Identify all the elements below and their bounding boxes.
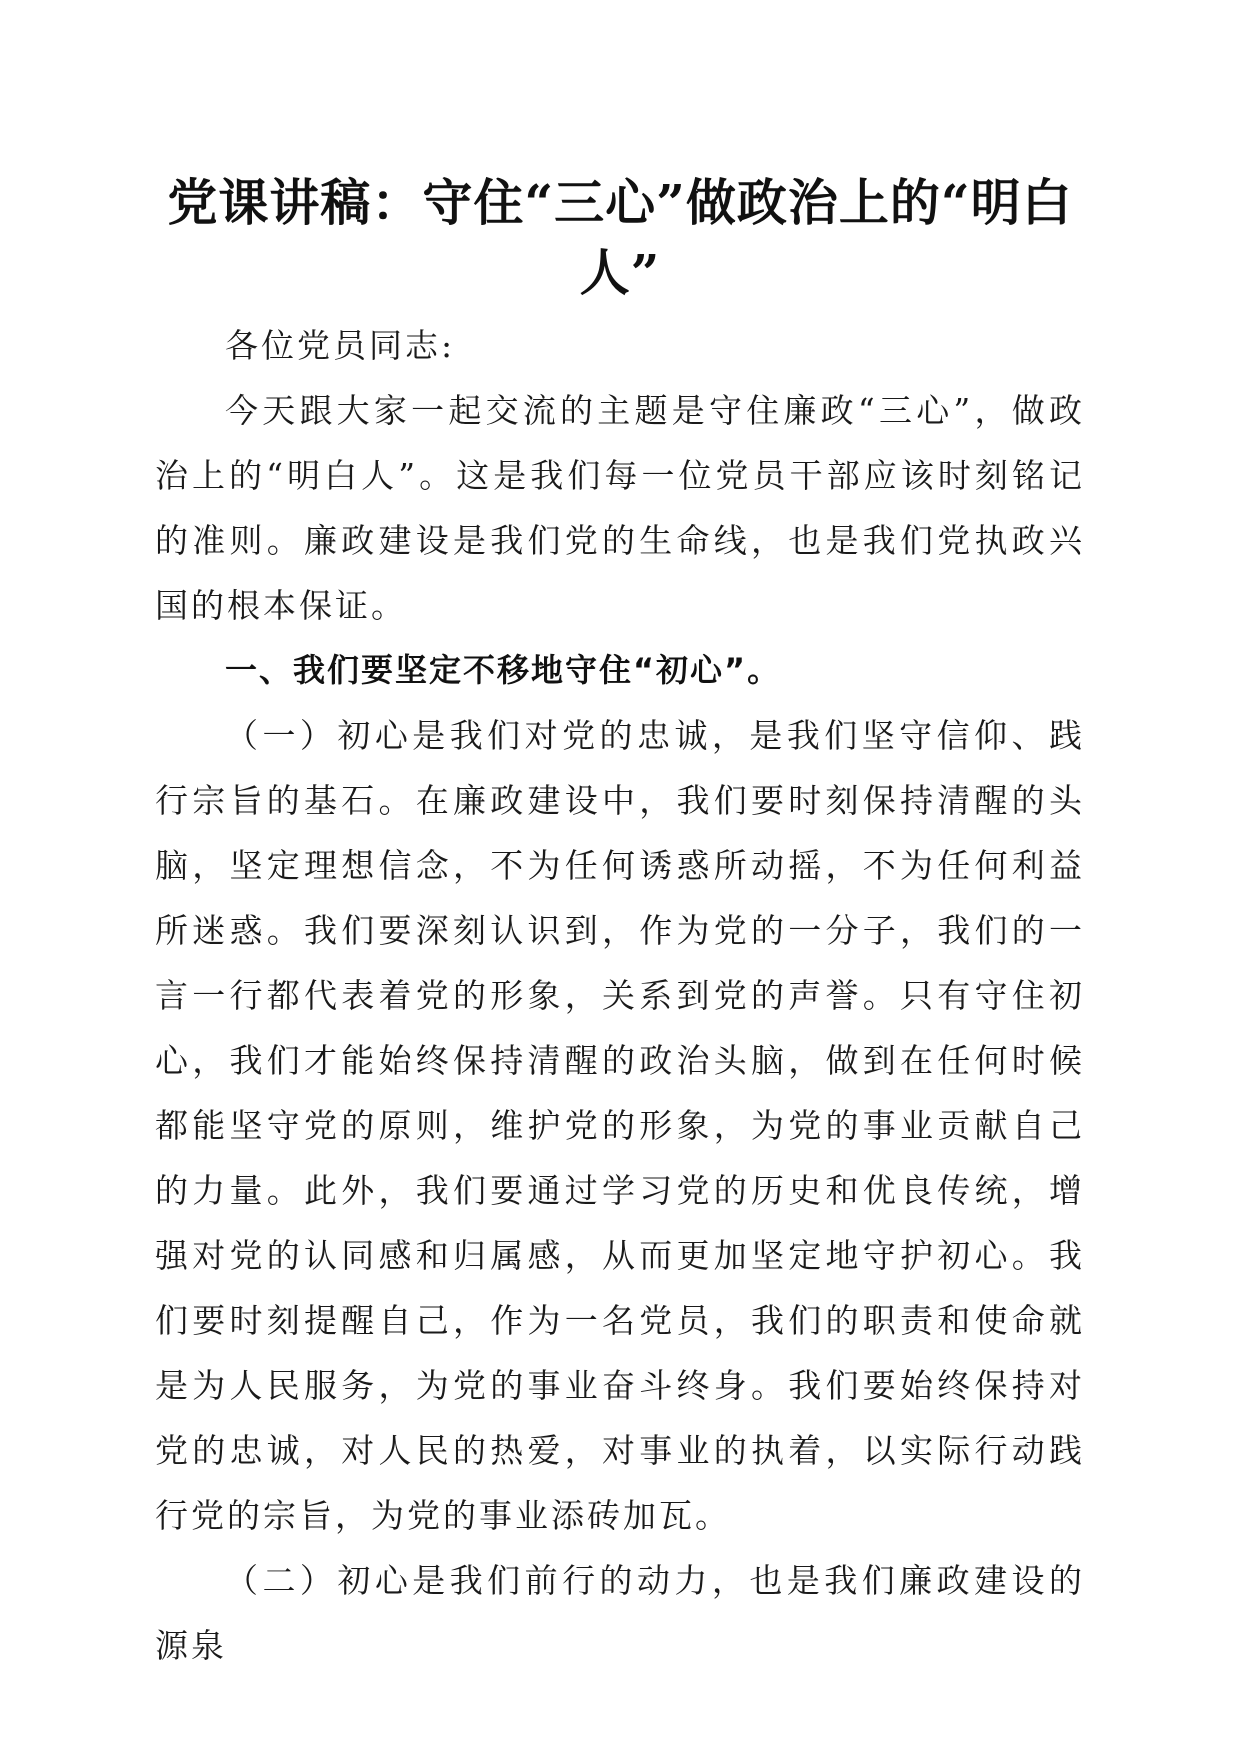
document-title: 党课讲稿：守住“三心”做政治上的“明白人” (167, 173, 1073, 302)
salutation: 各位党员同志: (225, 326, 456, 365)
document-body (155, 313, 1085, 1678)
paragraph-intro: 今天跟大家一起交流的主题是守住廉政“三心”，做政治上的“明白人”。这是我们每一位党员干部应该时刻铭记的准则。廉政建设是我们党的生命线，也是我们党执政兴国的根本保证。 (155, 391, 1085, 625)
paragraph-1-1: （一）初心是我们对党的忠诚，是我们坚守信仰、践行宗旨的基石。在廉政建设中，我们要时刻保持清醒的头脑，坚定理想信念，不为任何诱惑所动摇，不为任何利益所迷惑。我们要深刻认识到，作为党的一分子，我们的一言一行都代表着党的形象，关系到党的声誉。只有守住初心，我们才能始终保持清醒的政治头脑，做到在任何时候都能坚守党的原则，维护党的形象，为党的事业贡献自己的力量。此外，我们要通过学习党的历史和优良传统，增强对党的认同感和归属感，从而更加坚定地守护初心。我们要时刻提醒自己，作为一名党员，我们的职责和使命就是为人民服务，为党的事业奋斗终身。我们要始终保持对党的忠诚，对人民的热爱，对事业的执着，以实际行动践行党的宗旨，为党的事业添砖加瓦。 (155, 716, 1085, 1535)
section-heading-1: 一、我们要坚定不移地守住“初心”。 (225, 651, 782, 689)
paragraph-1-2: （二）初心是我们前行的动力，也是我们廉政建设的源泉 (155, 1561, 1085, 1665)
